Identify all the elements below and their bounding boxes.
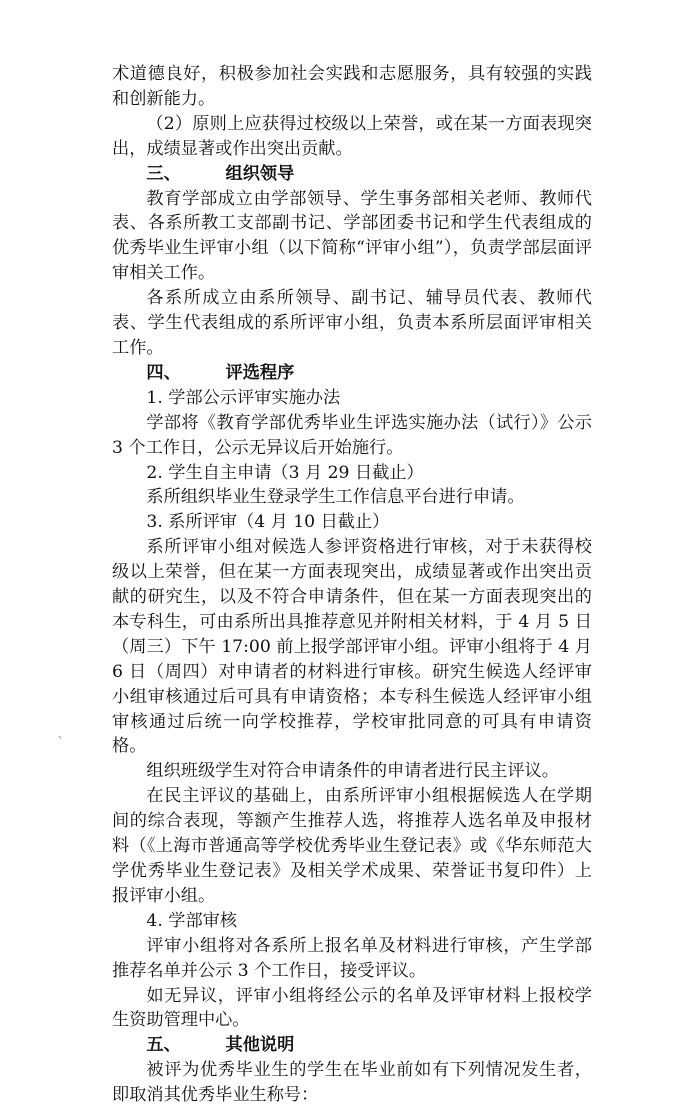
section-number: 四、 [146, 362, 181, 383]
section-heading-4 [112, 361, 592, 386]
paragraph-department-committee: 各系所成立由系所领导、副书记、辅导员代表、教师代表、学生代表组成的系所评审小组，负责本系所层面评审相关工作。 [112, 288, 592, 358]
subheading-1: 1. 学部公示评审实施办法 [146, 387, 341, 408]
document-body [112, 62, 592, 1108]
paragraph-self-application: 系所组织毕业生登录学生工作信息平台进行申请。 [146, 487, 525, 508]
paragraph-criteria-2: （2）原则上应获得过校级以上荣誉，或在某一方面表现突出，成绩显著或作出突出贡献。 [112, 113, 592, 159]
paragraph-criteria-1-continued: 术道德良好，积极参加社会实践和志愿服务，具有较强的实践和创新能力。 [112, 64, 592, 109]
section-number: 五、 [146, 1035, 181, 1056]
section-number: 三、 [146, 163, 181, 184]
paragraph-democratic-review: 组织班级学生对符合申请条件的申请者进行民主评议。 [146, 761, 559, 782]
subheading-4: 4. 学部审核 [146, 910, 238, 931]
paragraph-revocation: 被评为优秀毕业生的学生在毕业前如有下列情况发生者，即取消其优秀毕业生称号： [112, 1060, 592, 1106]
section-title: 组织领导 [225, 163, 295, 184]
paragraph-faculty-committee: 教育学部成立由学部领导、学生事务部相关老师、教师代表、各系所教工支部副书记、学部团委书记和学生代表组成的优秀毕业生评审小组（以下简称“评审小组”），负责学部层面评审相关工作。 [112, 188, 592, 284]
section-heading-3 [112, 162, 592, 187]
paragraph-department-review: 系所评审小组对候选人参评资格进行审核，对于未获得校级以上荣誉，但在某一方面表现突出，成绩显著或作出突出贡献的研究生，以及不符合申请条件，但在某一方面表现突出的本专科生，可由系所出具推荐意见并附相关材料，于 4 月 5 日（周三）下午 17:00 前上报学部评审小组。评审小组将于 4 月 6 日（周四）对申请者的材料进行审核。研究生候选人经评审小组审核通过后可具有申请资格；本专科生候选人经评审小组审核通过后统一向学校推荐，学校审批同意的可具有申请资格。 [112, 537, 592, 757]
paragraph-final-report: 如无异议，评审小组将经公示的名单及评审材料上报校学生资助管理中心。 [112, 985, 592, 1031]
paragraph-faculty-review: 评审小组将对各系所上报名单及材料进行审核，产生学部推荐名单并公示 3 个工作日，接受评议。 [112, 935, 592, 981]
section-title: 其他说明 [225, 1035, 295, 1056]
section-heading-5 [112, 1033, 592, 1058]
paragraph-publicity: 学部将《教育学部优秀毕业生评选实施办法（试行）》公示 3 个工作日，公示无异议后开始施行。 [112, 412, 592, 458]
subheading-2: 2. 学生自主申请（3 月 29 日截止） [146, 462, 424, 483]
subheading-3: 3. 系所评审（4 月 10 日截止） [146, 512, 390, 533]
section-title: 评选程序 [225, 362, 295, 383]
paragraph-nomination: 在民主评议的基础上，由系所评审小组根据候选人在学期间的综合表现，等额产生推荐人选，将推荐人选名单及申报材料（《上海市普通高等学校优秀毕业生登记表》或《华东师范大学优秀毕业生登记表》及相关学术成果、荣誉证书复印件）上报评审小组。 [112, 786, 592, 906]
stray-mark: 、 [58, 730, 68, 741]
